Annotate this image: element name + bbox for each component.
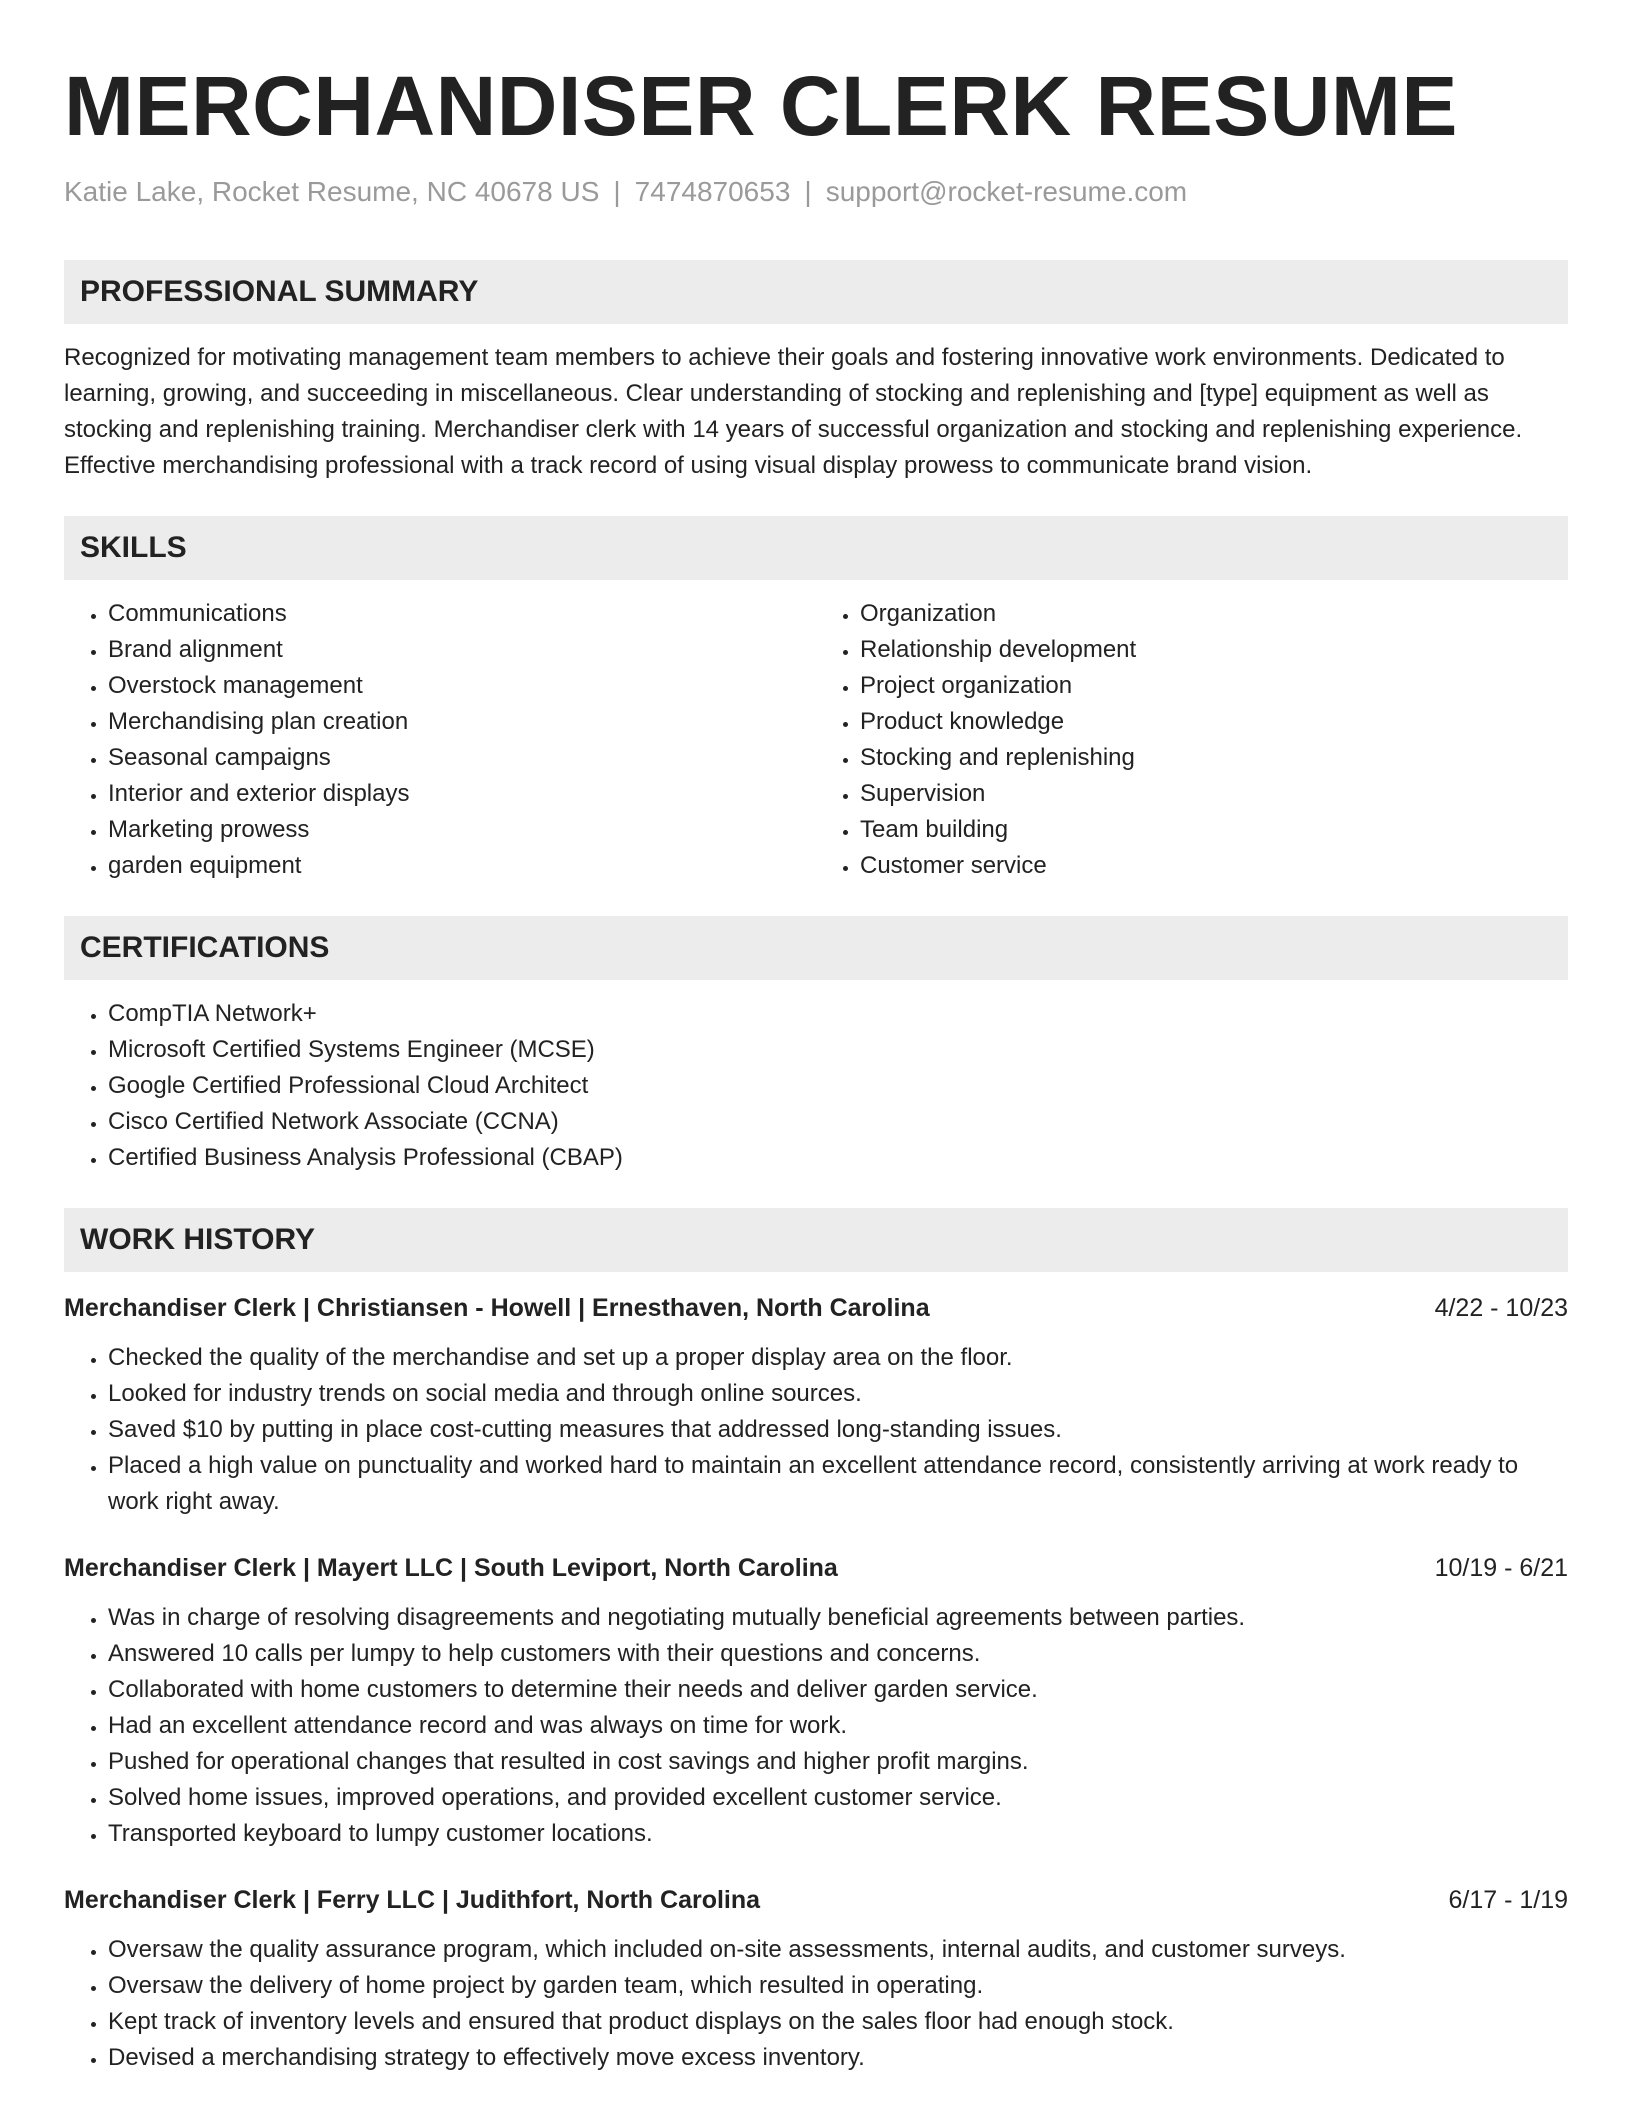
skill-item: • Brand alignment <box>108 632 816 668</box>
job-bullets <box>64 1340 1568 1520</box>
job-bullet: • Oversaw the quality assurance program, which included on-site assessments, internal audits, and customer surveys. <box>108 1932 1568 1968</box>
job-dates: 10/19 - 6/21 <box>1434 1554 1568 1582</box>
certification-item: • Microsoft Certified Systems Engineer (MCSE) <box>108 1032 1568 1068</box>
job-dates: 6/17 - 1/19 <box>1448 1886 1568 1914</box>
job-bullet: • Answered 10 calls per lumpy to help customers with their questions and concerns. <box>108 1636 1568 1672</box>
certification-item: • Certified Business Analysis Professional (CBAP) <box>108 1140 1568 1176</box>
contact-separator: | <box>613 176 621 207</box>
job-bullets <box>64 1600 1568 1852</box>
certification-item: • Google Certified Professional Cloud Architect <box>108 1068 1568 1104</box>
contact-phone: 7474870653 <box>634 176 791 207</box>
job-bullet: • Devised a merchandising strategy to effectively move excess inventory. <box>108 2040 1568 2076</box>
skill-item: • Supervision <box>860 776 1568 812</box>
job-title: Merchandiser Clerk | Ferry LLC | Judithfort, North Carolina <box>64 1886 761 1914</box>
contact-address: Katie Lake, Rocket Resume, NC 40678 US <box>64 176 600 207</box>
skill-item: • garden equipment <box>108 848 816 884</box>
skill-item: • Overstock management <box>108 668 816 704</box>
job-header <box>64 1550 1568 1586</box>
job-bullet: • Looked for industry trends on social media and through online sources. <box>108 1376 1568 1412</box>
section-heading-work-history: WORK HISTORY <box>64 1208 1568 1272</box>
skills-grid <box>64 596 1568 884</box>
job-entry <box>64 1882 1568 2076</box>
skill-item: • Stocking and replenishing <box>860 740 1568 776</box>
contact-separator: | <box>804 176 812 207</box>
skill-item: • Relationship development <box>860 632 1568 668</box>
job-bullet: • Collaborated with home customers to determine their needs and deliver garden service. <box>108 1672 1568 1708</box>
job-bullet: • Had an excellent attendance record and was always on time for work. <box>108 1708 1568 1744</box>
job-bullet: • Pushed for operational changes that resulted in cost savings and higher profit margins. <box>108 1744 1568 1780</box>
skill-item: • Project organization <box>860 668 1568 704</box>
job-bullets <box>64 1932 1568 2076</box>
job-bullet: • Was in charge of resolving disagreements and negotiating mutually beneficial agreements between parties. <box>108 1600 1568 1636</box>
job-bullet: • Kept track of inventory levels and ensured that product displays on the sales floor had enough stock. <box>108 2004 1568 2040</box>
resume-title: MERCHANDISER CLERK RESUME <box>64 59 1458 153</box>
job-bullet: • Checked the quality of the merchandise and set up a proper display area on the floor. <box>108 1340 1568 1376</box>
skill-item: • Marketing prowess <box>108 812 816 848</box>
skill-item: • Customer service <box>860 848 1568 884</box>
skill-item: • Organization <box>860 596 1568 632</box>
contact-email: support@rocket-resume.com <box>825 176 1188 207</box>
summary-text: Recognized for motivating management team members to achieve their goals and fostering innovative work environments. Dedicated to learning, growing, and succeeding in miscellaneous. Clear understanding of stocking and replenishing and [type] equipment as well as stocking and replenishing training. Merchandiser clerk with 14 years of successful organization and stocking and replenishing experience. Effective merchandising professional with a track record of using visual display prowess to communicate brand vision. <box>64 344 1523 479</box>
section-heading-skills: SKILLS <box>64 516 1568 580</box>
job-entry <box>64 1290 1568 1520</box>
certifications-list <box>64 996 1568 1176</box>
skills-list-right <box>816 596 1568 884</box>
job-bullet: • Placed a high value on punctuality and worked hard to maintain an excellent attendance record, consistently arriving at work ready to work right away. <box>108 1448 1568 1520</box>
skill-item: • Interior and exterior displays <box>108 776 816 812</box>
job-dates: 4/22 - 10/23 <box>1434 1294 1568 1322</box>
skill-item: • Product knowledge <box>860 704 1568 740</box>
job-bullet: • Transported keyboard to lumpy customer locations. <box>108 1816 1568 1852</box>
skills-list-left <box>64 596 816 884</box>
skill-item: • Communications <box>108 596 816 632</box>
job-header <box>64 1882 1568 1918</box>
job-title: Merchandiser Clerk | Christiansen - Howell | Ernesthaven, North Carolina <box>64 1294 930 1322</box>
section-heading-summary: PROFESSIONAL SUMMARY <box>64 260 1568 324</box>
job-bullet: • Solved home issues, improved operations, and provided excellent customer service. <box>108 1780 1568 1816</box>
job-header <box>64 1290 1568 1326</box>
certification-item: • CompTIA Network+ <box>108 996 1568 1032</box>
certification-item: • Cisco Certified Network Associate (CCNA) <box>108 1104 1568 1140</box>
skill-item: • Merchandising plan creation <box>108 704 816 740</box>
job-bullet: • Saved $10 by putting in place cost-cutting measures that addressed long-standing issues. <box>108 1412 1568 1448</box>
job-bullet: • Oversaw the delivery of home project by garden team, which resulted in operating. <box>108 1968 1568 2004</box>
job-entry <box>64 1550 1568 1852</box>
job-title: Merchandiser Clerk | Mayert LLC | South Leviport, North Carolina <box>64 1554 838 1582</box>
skill-item: • Team building <box>860 812 1568 848</box>
section-heading-certifications: CERTIFICATIONS <box>64 916 1568 980</box>
contact-line <box>64 174 1568 210</box>
skill-item: • Seasonal campaigns <box>108 740 816 776</box>
